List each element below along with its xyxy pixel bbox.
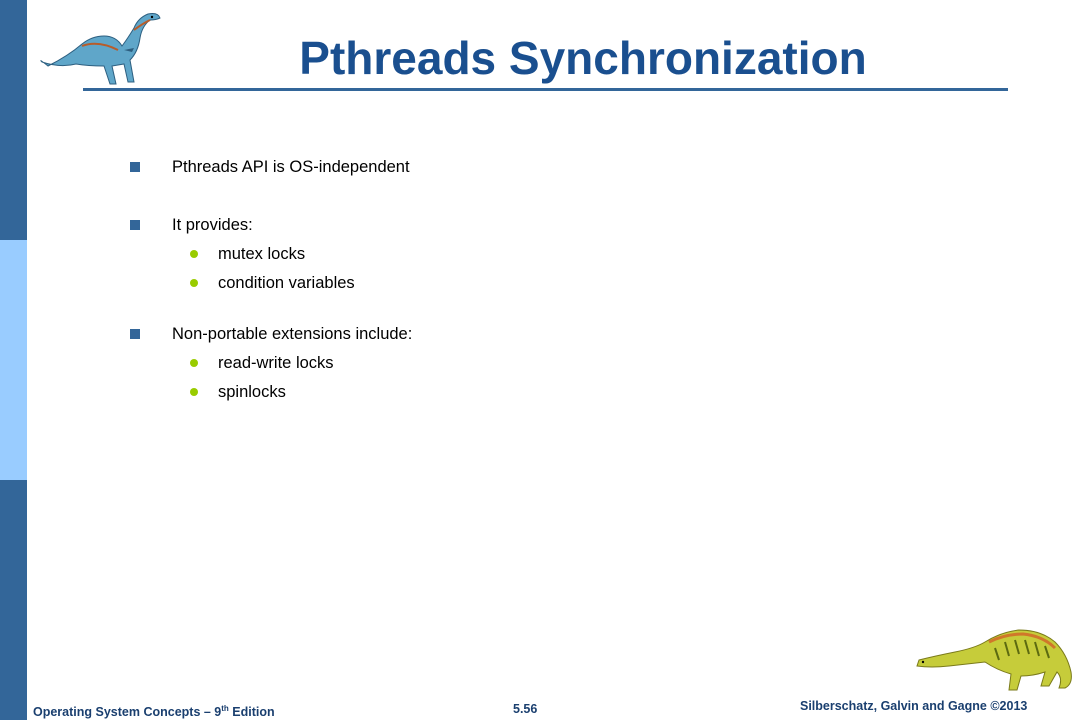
bullet-text: Pthreads API is OS-independent [172,158,410,176]
footer-book-sup: th [221,704,229,713]
bullet-item [0,322,600,346]
round-bullet-icon [190,279,198,287]
dinosaur-icon [38,6,166,90]
footer-book-prefix: Operating System Concepts – 9 [33,705,222,719]
sub-bullet-text: spinlocks [218,383,286,401]
sub-bullet-text: read-write locks [218,354,334,372]
bullet-text: Non-portable extensions include: [172,325,413,343]
round-bullet-icon [190,250,198,258]
sub-bullet-item [0,380,600,404]
sub-bullet-text: mutex locks [218,245,306,263]
bullet-item [0,155,600,179]
footer-book-title [33,700,275,721]
round-bullet-icon [190,359,198,367]
round-bullet-icon [190,388,198,396]
sub-bullet-item [0,351,600,375]
footer-copyright: Silberschatz, Galvin and Gagne ©2013 [800,699,1028,713]
sidebar-top-segment [0,0,27,240]
footer-book-suffix: Edition [228,705,275,719]
bullet-text: It provides: [172,216,253,234]
footer-page-number: 5.56 [513,702,538,716]
square-bullet-icon [130,162,140,172]
sub-bullet-text: condition variables [218,274,355,292]
sub-bullet-item [0,271,600,295]
sub-bullet-item [0,242,600,266]
square-bullet-icon [130,220,140,230]
square-bullet-icon [130,329,140,339]
dinosaur-icon [915,612,1075,696]
title-divider [83,88,1008,91]
slide-title: Pthreads Synchronization [299,32,867,84]
bullet-item [0,213,600,237]
sidebar-bottom-segment [0,480,27,720]
